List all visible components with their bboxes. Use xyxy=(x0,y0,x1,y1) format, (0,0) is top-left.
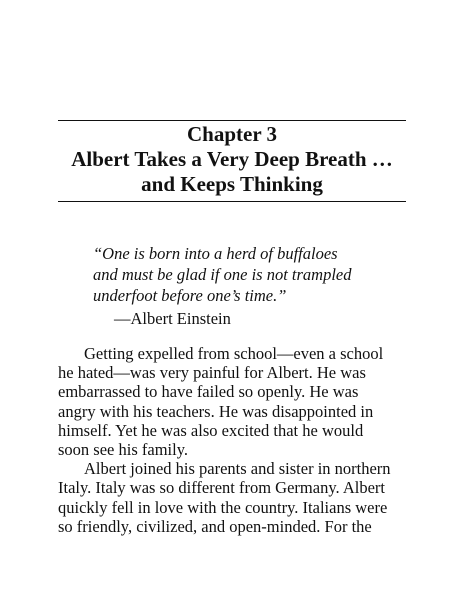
epigraph-line: “One is born into a herd of buffaloes xyxy=(93,244,338,263)
epigraph-line: underfoot before one’s time.” xyxy=(93,286,287,305)
epigraph xyxy=(93,243,413,329)
body-line: soon see his family. xyxy=(58,440,188,460)
chapter-title-line-1: Albert Takes a Very Deep Breath … xyxy=(71,147,393,171)
epigraph-quote xyxy=(93,243,413,306)
epigraph-attribution: —Albert Einstein xyxy=(114,309,231,328)
body-line: so friendly, civilized, and open-minded. For the xyxy=(58,516,372,536)
chapter-heading xyxy=(58,122,406,197)
body-line: angry with his teachers. He was disappointed in xyxy=(58,401,374,421)
epigraph-line: and must be glad if one is not trampled xyxy=(93,265,352,284)
heading-bottom-rule xyxy=(58,201,406,202)
body-text xyxy=(58,344,418,536)
body-line: quickly fell in love with the country. Italians were xyxy=(58,497,388,517)
chapter-title-line-2: and Keeps Thinking xyxy=(141,172,323,196)
body-line: embarrassed to have failed so openly. He was xyxy=(58,382,359,402)
body-line: Getting expelled from school—even a school xyxy=(84,344,384,363)
heading-top-rule xyxy=(58,120,406,121)
body-line: he hated—was very painful for Albert. He was xyxy=(58,363,366,383)
chapter-number: Chapter 3 xyxy=(186,122,278,146)
body-line: Albert joined his parents and sister in northern xyxy=(84,459,391,479)
body-line: himself. Yet he was also excited that he would xyxy=(58,420,364,440)
body-line: Italy. Italy was so different from Germany. Albert xyxy=(58,478,385,498)
